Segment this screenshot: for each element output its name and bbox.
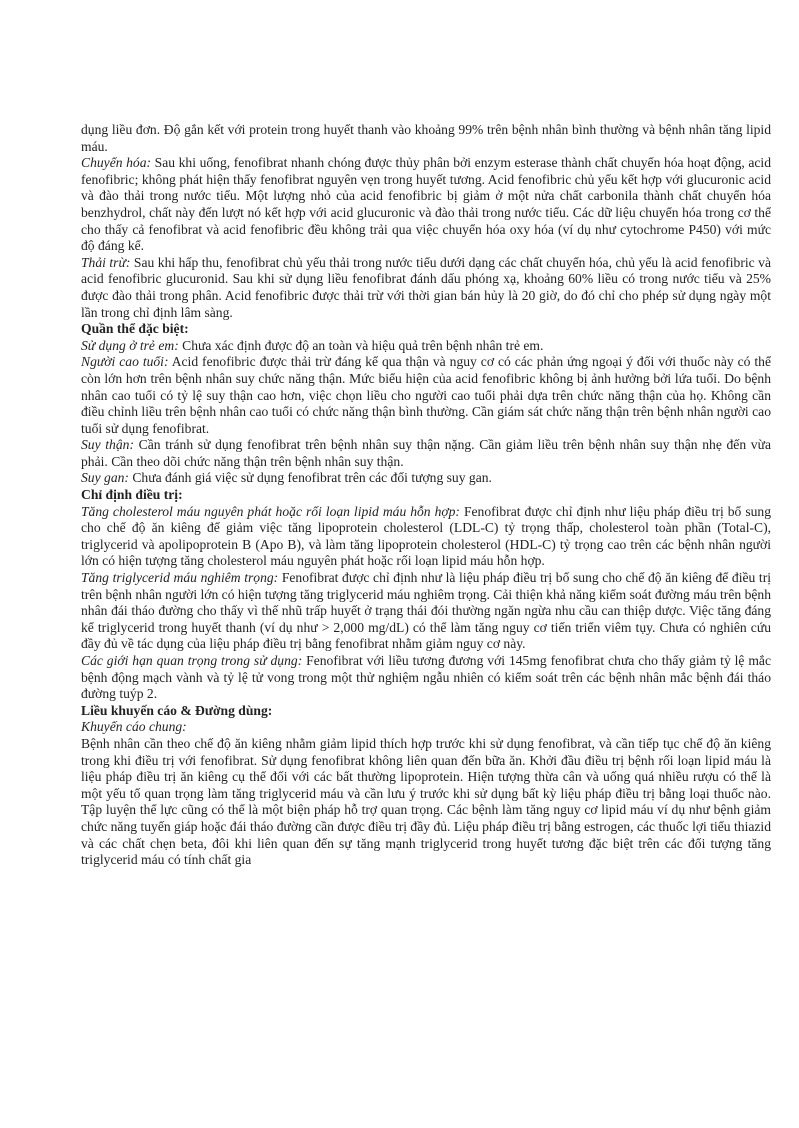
paragraph-text: Bệnh nhân cần theo chế độ ăn kiêng nhằm giảm lipid thích hợp trước khi sử dụng fenofibrat, và cần tiếp tục chế độ ăn kiêng trong khi điều trị với fenofibrat. Sử dụng fenofibrat không liên quan đến bữa ăn. Khởi đầu điều trị bệnh rối loạn lipid máu là liệu pháp điều trị ăn kiêng cụ thể đối với các bất thường lipoprotein. Hiện tượng thừa cân và uống quá nhiều rượu có thể là một yếu tố quan trọng làm tăng triglycerid máu và cần lưu ý trước khi sử dụng bất kỳ liệu pháp điều trị bằng loại thuốc nào. Tập luyện thể lực cũng có thể là một biện pháp hỗ trợ quan trọng. Các bệnh làm tăng nguy cơ lipid máu ví dụ như bệnh giảm chức năng tuyến giáp hoặc đái tháo đường cần được điều trị đầy đủ. Liệu pháp điều trị bằng estrogen, các thuốc lợi tiểu thiazid và các chất chẹn beta, đôi khi liên quan đến sự tăng mạnh triglycerid trong huyết tương đặc biệt trên các đối tượng tăng triglycerid máu có tính chất gia bbox=[81, 735, 771, 868]
paragraph-text: dụng liều đơn. Độ gắn kết với protein trong huyết thanh vào khoảng 99% trên bệnh nhân bình thường và bệnh nhân tăng lipid máu. bbox=[81, 122, 771, 154]
paragraph-renal-impairment bbox=[81, 437, 771, 470]
paragraph-label: Tăng triglycerid máu nghiêm trọng: bbox=[81, 570, 279, 586]
paragraph-label: Sử dụng ở trẻ em: bbox=[81, 337, 179, 353]
paragraph-text: Sau khi hấp thu, fenofibrat chủ yếu thải trong nước tiểu dưới dạng các chất chuyển hóa, chủ yếu là acid fenofibric và acid fenofibric glucuronid. Sau khi sử dụng liều fenofibrat đánh dấu phóng xạ, khoảng 60% liều có trong nước tiểu và 25% được đào thải trong phân. Acid fenofibric được thải trừ với thời gian bán hủy là 20 giờ, do đó chỉ cho phép sử dụng ngày một lần trong chỉ định lâm sàng. bbox=[81, 254, 771, 320]
paragraph-label: Thải trừ: bbox=[81, 254, 131, 270]
paragraph-text: Acid fenofibric được thải trừ đáng kể qua thận và nguy cơ có các phản ứng ngoại ý đối với thuốc này có thể còn lớn hơn trên bệnh nhân suy chức năng thận. Mức biểu hiện của acid fenofibric không bị ảnh hưởng bởi lứa tuổi. Do bệnh nhân cao tuổi có tỷ lệ suy thận cao hơn, việc chọn liều cho người cao tuổi phải dựa trên chức năng thận của họ. Không cần điều chỉnh liều trên bệnh nhân cao tuổi có chức năng thận bình thường. Cần giám sát chức năng thận trên bệnh nhân người cao tuổi sử dụng fenofibrat. bbox=[81, 354, 771, 436]
paragraph-label: Các giới hạn quan trọng trong sử dụng: bbox=[81, 653, 303, 668]
heading-dosage-administration: Liều khuyến cáo & Đường dùng: bbox=[81, 702, 273, 718]
paragraph-metabolism bbox=[81, 155, 771, 255]
paragraph-general-recommendations-label bbox=[81, 719, 771, 736]
paragraph-text: Fenofibrat được chỉ định như liệu pháp điều trị bổ sung cho chế độ ăn kiêng để giảm việc tăng lipoprotein cholesterol (LDL-C) tỷ trọng thấp, cholesterol toàn phần (Total-C), triglycerid và apolipoprotein B (Apo B), và làm tăng lipoprotein cholesterol (HDL-C) tỷ trọng cao trên các bệnh nhân người lớn có hiện tượng tăng cholesterol máu nguyên phát hoặc rối loạn lipid máu hỗn hợp. bbox=[81, 503, 772, 569]
heading-special-populations: Quần thể đặc biệt: bbox=[81, 321, 189, 337]
paragraph-text: Cần tránh sử dụng fenofibrat trên bệnh nhân suy thận nặng. Cần giảm liều trên bệnh nhân suy thận nhẹ đến vừa phải. Cần theo dõi chức năng thận trên bệnh nhân suy thận. bbox=[81, 437, 771, 469]
paragraph-limitations-of-use bbox=[81, 653, 771, 703]
paragraph-hypercholesterolemia bbox=[81, 504, 771, 570]
paragraph-hepatic-impairment bbox=[81, 470, 771, 487]
paragraph-label: Tăng cholesterol máu nguyên phát hoặc rối loạn lipid máu hỗn hợp: bbox=[81, 503, 460, 519]
paragraph-text: Fenofibrat được chỉ định như là liệu pháp điều trị bổ sung cho chế độ ăn kiêng để điều trị trên bệnh nhân người lớn có hiện tượng tăng triglycerid máu nghiêm trọng. Cải thiện khả năng kiểm soát đường máu trên bệnh nhân đái tháo đường cho thấy vì thế nhũ trấp huyết ở trạng thái đói thường ngăn ngừa nhu cầu can thiệp dược. Việc tăng đáng kể triglycerid trong huyết thanh (ví dụ như > 2,000 mg/dL) có thể làm tăng nguy cơ tiến triển viêm tụy. Chưa có nghiên cứu đầy đủ về tác dụng của liệu pháp điều trị bằng fenofibrat nhằm giảm nguy cơ này. bbox=[81, 570, 771, 652]
paragraph-hypertriglyceridemia bbox=[81, 570, 771, 653]
paragraph-geriatric bbox=[81, 354, 771, 437]
paragraph-elimination bbox=[81, 255, 771, 321]
paragraph-label: Khuyến cáo chung: bbox=[81, 719, 187, 735]
paragraph-text: Chưa xác định được độ an toàn và hiệu quả trên bệnh nhân trẻ em. bbox=[178, 337, 544, 353]
paragraph-text: Chưa đánh giá việc sử dụng fenofibrat trên các đối tượng suy gan. bbox=[128, 470, 492, 486]
paragraph-label: Người cao tuổi: bbox=[81, 354, 169, 370]
paragraph-pediatric bbox=[81, 338, 771, 355]
paragraph-general-recommendations bbox=[81, 736, 771, 869]
paragraph-label: Suy thận: bbox=[81, 437, 134, 453]
paragraph-text: Sau khi uống, fenofibrat nhanh chóng được thủy phân bởi enzym esterase thành chất chuyển hóa hoạt động, acid fenofibric; không phát hiện thấy fenofibrat nguyên vẹn trong huyết tương. Acid fenofibric chủ yếu kết hợp với glucuronic acid và đào thải trong nước tiểu. Một lượng nhỏ của acid fenofibric bị giảm ở một nửa chất carbonila thành chất chuyển hóa benzhydrol, chất này đến lượt nó kết hợp với acid glucuronic và đào thải trong nước tiểu. Các dữ liệu chuyển hóa trong cơ thể cho thấy cả fenofibrat và acid fenofibric đều không trải qua việc chuyển hóa oxy hóa (ví dụ như cytochrome P450) với mức độ đáng kể. bbox=[81, 155, 771, 254]
paragraph-label: Chuyển hóa: bbox=[81, 155, 152, 171]
heading-indications: Chỉ định điều trị: bbox=[81, 487, 183, 503]
paragraph-text: Fenofibrat với liều tương đương với 145mg fenofibrat chưa cho thấy giảm tỷ lệ mắc bệnh động mạch vành và tỷ lệ tử vong trong một thử nghiệm ngẫu nhiên có kiểm soát trên các bệnh nhân mắc bệnh đái tháo đường tuýp 2. bbox=[81, 653, 771, 702]
paragraph-label: Suy gan: bbox=[81, 470, 129, 486]
paragraph-protein-binding bbox=[81, 122, 771, 155]
